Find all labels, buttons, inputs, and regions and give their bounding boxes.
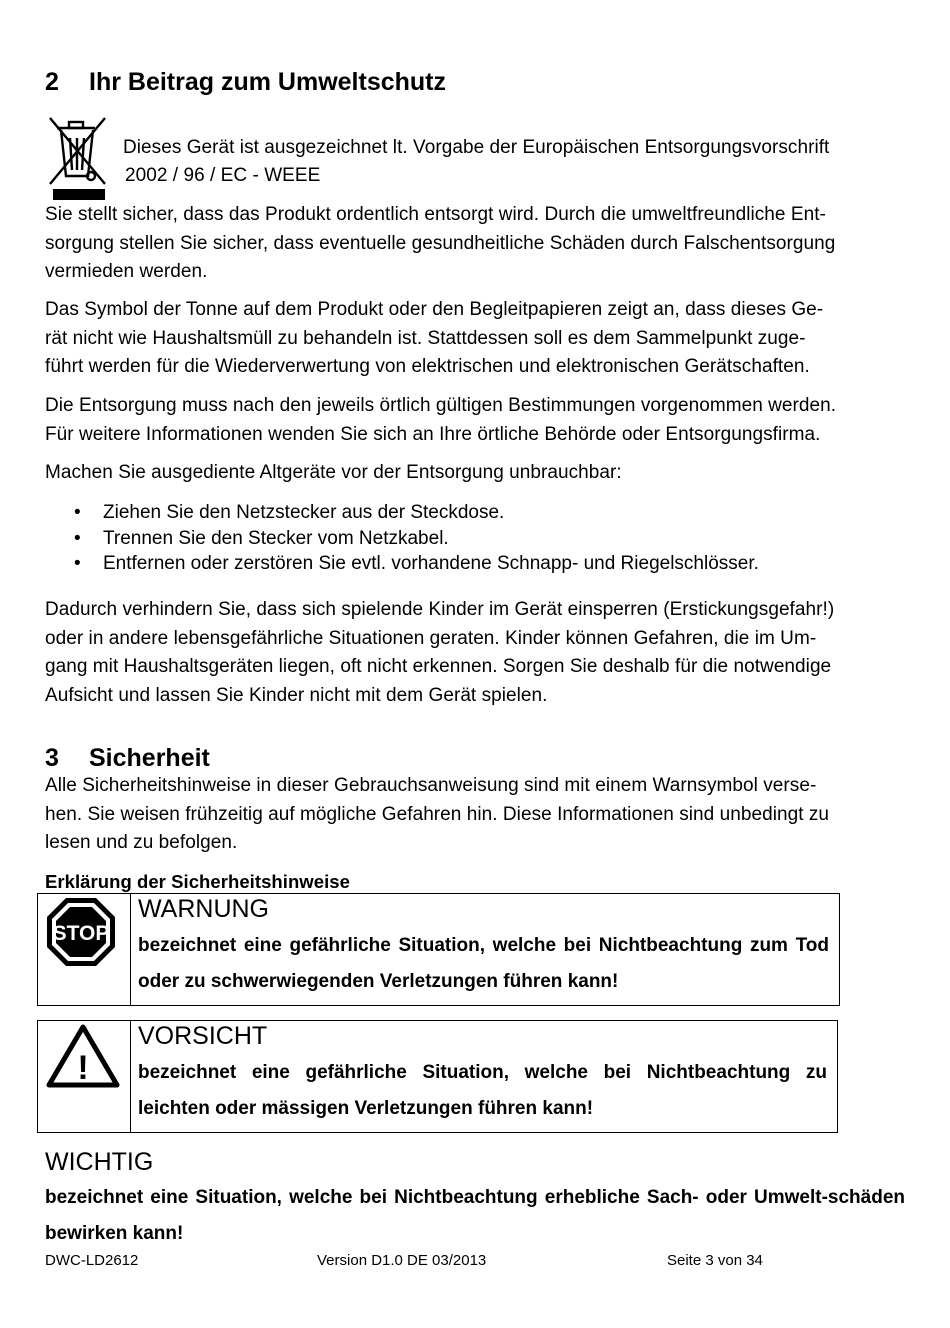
stop-sign-icon	[45, 896, 117, 968]
paragraph-line: sorgung stellen Sie sicher, dass eventuelle gesundheitliche Schäden durch Falschentsorgung	[45, 232, 836, 254]
section-2-number: 2	[45, 68, 59, 96]
paragraph-line: Aufsicht und lassen Sie Kinder nicht mit dem Gerät spielen.	[45, 684, 548, 706]
paragraph-make-unusable: Machen Sie ausgediente Altgeräte vor der Entsorgung unbrauchbar:	[45, 462, 622, 483]
list-item: • Entfernen oder zerstören Sie evtl. vorhandene Schnapp- und Riegelschlösser.	[46, 551, 906, 577]
important-text: bezeichnet eine Situation, welche bei Nichtbeachtung erhebliche Sach- oder Umwelt-schäden bewirken kann!	[45, 1187, 905, 1244]
paragraph-proper-disposal	[45, 201, 835, 287]
paragraph-line: vermieden werden.	[45, 261, 208, 282]
safety-explanation-heading: Erklärung der Sicherheitshinweise	[45, 871, 350, 892]
section-3-title: Sicherheit	[89, 744, 210, 772]
disposal-steps-list	[46, 500, 906, 577]
paragraph-local-regulations	[45, 392, 836, 449]
paragraph-line: lesen und zu befolgen.	[45, 832, 238, 853]
stop-sign-text: STOP	[52, 922, 110, 945]
caution-box	[37, 1020, 838, 1133]
paragraph-line: Alle Sicherheitshinweise in dieser Gebrauchsanweisung sind mit einem Warnsymbol verse-	[45, 775, 817, 796]
caution-title: VORSICHT	[138, 1022, 268, 1050]
important-title: WICHTIG	[45, 1148, 154, 1176]
footer-page-number: Seite 3 von 34	[667, 1252, 763, 1269]
paragraph-bin-symbol	[45, 296, 823, 382]
paragraph-children-safety	[45, 596, 834, 710]
paragraph-line: Die Entsorgung muss nach den jeweils örtlich gültigen Bestimmungen vorgenommen werden.	[45, 395, 837, 416]
footer-version: Version D1.0 DE 03/2013	[317, 1252, 487, 1269]
paragraph-line: oder in andere lebensgefährliche Situationen geraten. Kinder können Gefahren, die im Um-	[45, 627, 817, 649]
list-item: • Trennen Sie den Stecker vom Netzkabel.	[46, 526, 906, 552]
paragraph-line: Für weitere Informationen wenden Sie sich an Ihre örtliche Behörde oder Entsorgungsfirma.	[45, 423, 821, 445]
warning-text: bezeichnet eine gefährliche Situation, welche bei Nichtbeachtung zum Tod oder zu schwerwiegenden Verletzungen führen kann!	[138, 935, 829, 992]
paragraph-line: führt werden für die Wiederverwertung von elektrischen und elektronischen Gerätschaften.	[45, 356, 810, 377]
paragraph-line: rät nicht wie Haushaltsmüll zu behandeln ist. Stattdessen soll es dem Sammelpunkt zuge-	[45, 327, 806, 349]
paragraph-line: Das Symbol der Tonne auf dem Produkt oder den Begleitpapieren zeigt an, dass dieses Ge-	[45, 299, 824, 320]
list-item: • Ziehen Sie den Netzstecker aus der Steckdose.	[46, 500, 906, 526]
weee-text-line-1: Dieses Gerät ist ausgezeichnet lt. Vorgabe der Europäischen Entsorgungsvorschrift	[123, 137, 830, 158]
warning-triangle-icon	[46, 1023, 120, 1089]
caution-icon-cell	[38, 1021, 131, 1132]
warning-title: WARNUNG	[138, 895, 270, 923]
paragraph-line: Sie stellt sicher, dass das Produkt ordentlich entsorgt wird. Durch die umweltfreundliche Ent-	[45, 204, 826, 225]
paragraph-line: hen. Sie weisen frühzeitig auf mögliche Gefahren hin. Diese Informationen sind unbedingt zu	[45, 803, 830, 825]
section-3-heading	[45, 744, 210, 773]
footer-model: DWC-LD2612	[45, 1252, 139, 1269]
caution-text: bezeichnet eine gefährliche Situation, welche bei Nichtbeachtung zu leichten oder mässigen Verletzungen führen kann!	[138, 1062, 827, 1119]
warning-box	[37, 893, 840, 1006]
section-3-number: 3	[45, 744, 59, 772]
paragraph-safety-intro	[45, 772, 829, 858]
paragraph-line: gang mit Haushaltsgeräten liegen, oft nicht erkennen. Sorgen Sie deshalb für die notwendige	[45, 656, 832, 677]
warning-icon-cell	[38, 894, 131, 1005]
section-2-heading	[45, 68, 446, 97]
weee-text-line-2: 2002 / 96 / EC - WEEE	[125, 165, 321, 186]
warning-triangle-mark: !	[77, 1049, 89, 1087]
section-2-title: Ihr Beitrag zum Umweltschutz	[89, 68, 446, 96]
paragraph-line: Dadurch verhindern Sie, dass sich spielende Kinder im Gerät einsperren (Erstickungsgefahr!)	[45, 599, 835, 620]
weee-crossed-bin-icon	[47, 114, 111, 204]
